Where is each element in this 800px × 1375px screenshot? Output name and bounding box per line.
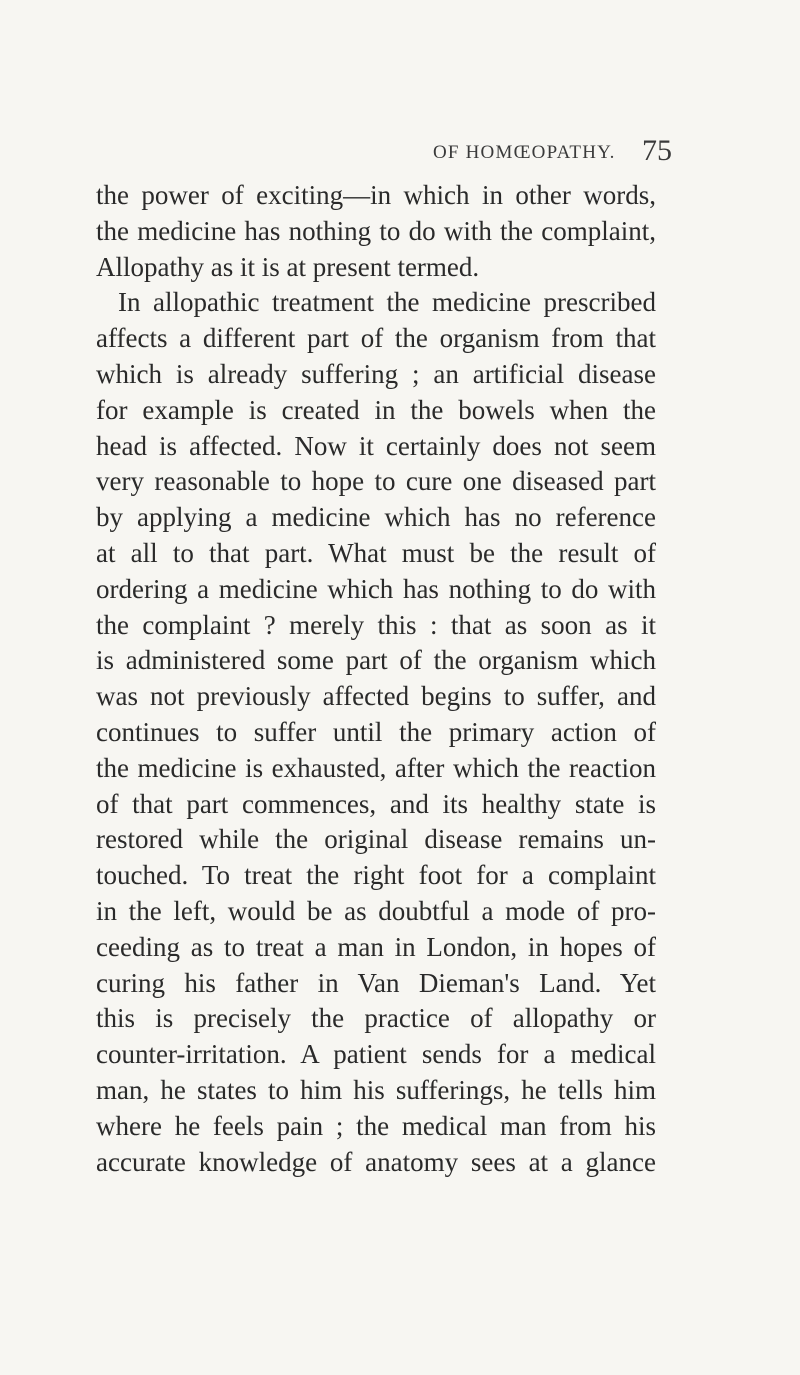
- text-line: touched. To treat the right foot for a complaint: [96, 860, 656, 891]
- body-text: [96, 178, 656, 1180]
- text-line: for example is created in the bowels when the: [96, 394, 656, 425]
- text-line: was not previously affected begins to suffer, and: [96, 681, 656, 712]
- text-line: the medicine is exhausted, after which the reaction: [96, 752, 656, 783]
- text-line: affects a different part of the organism from that: [96, 323, 656, 354]
- text-line: man, he states to him his sufferings, he tells him: [96, 1074, 656, 1105]
- text-line: of that part commences, and its healthy state is: [96, 788, 656, 819]
- text-line: In allopathic treatment the medicine prescribed: [118, 287, 656, 318]
- text-line: counter-irritation. A patient sends for a medical: [96, 1039, 656, 1070]
- text-line: which is already suffering ; an artificial disease: [96, 358, 656, 389]
- running-title: OF HOMŒOPATHY.: [433, 142, 616, 163]
- text-line: is administered some part of the organism which: [96, 645, 656, 676]
- text-line: accurate knowledge of anatomy sees at a glance: [96, 1146, 656, 1177]
- text-line: this is precisely the practice of allopathy or: [96, 1003, 656, 1034]
- text-line: continues to suffer until the primary action of: [96, 716, 656, 747]
- running-head: [0, 134, 800, 168]
- text-line: where he feels pain ; the medical man from his: [96, 1110, 656, 1141]
- text-line: Allopathy as it is at present termed.: [96, 251, 480, 282]
- text-line: by applying a medicine which has no reference: [96, 502, 656, 533]
- text-line: the medicine has nothing to do with the complaint,: [96, 215, 656, 246]
- page-number: 75: [642, 134, 672, 167]
- text-line: the complaint ? merely this : that as soon as it: [96, 609, 656, 640]
- text-line: curing his father in Van Dieman's Land. Yet: [96, 967, 656, 998]
- text-line: very reasonable to hope to cure one diseased part: [96, 466, 656, 497]
- text-line: at all to that part. What must be the result of: [96, 537, 656, 568]
- text-line: head is affected. Now it certainly does not seem: [96, 430, 656, 461]
- text-line: restored while the original disease remains un-: [96, 824, 656, 855]
- text-line: ceeding as to treat a man in London, in hopes of: [96, 931, 656, 962]
- text-line: in the left, would be as doubtful a mode of pro-: [96, 895, 656, 926]
- text-line: the power of exciting—in which in other words,: [96, 180, 656, 210]
- text-line: ordering a medicine which has nothing to do with: [96, 573, 656, 604]
